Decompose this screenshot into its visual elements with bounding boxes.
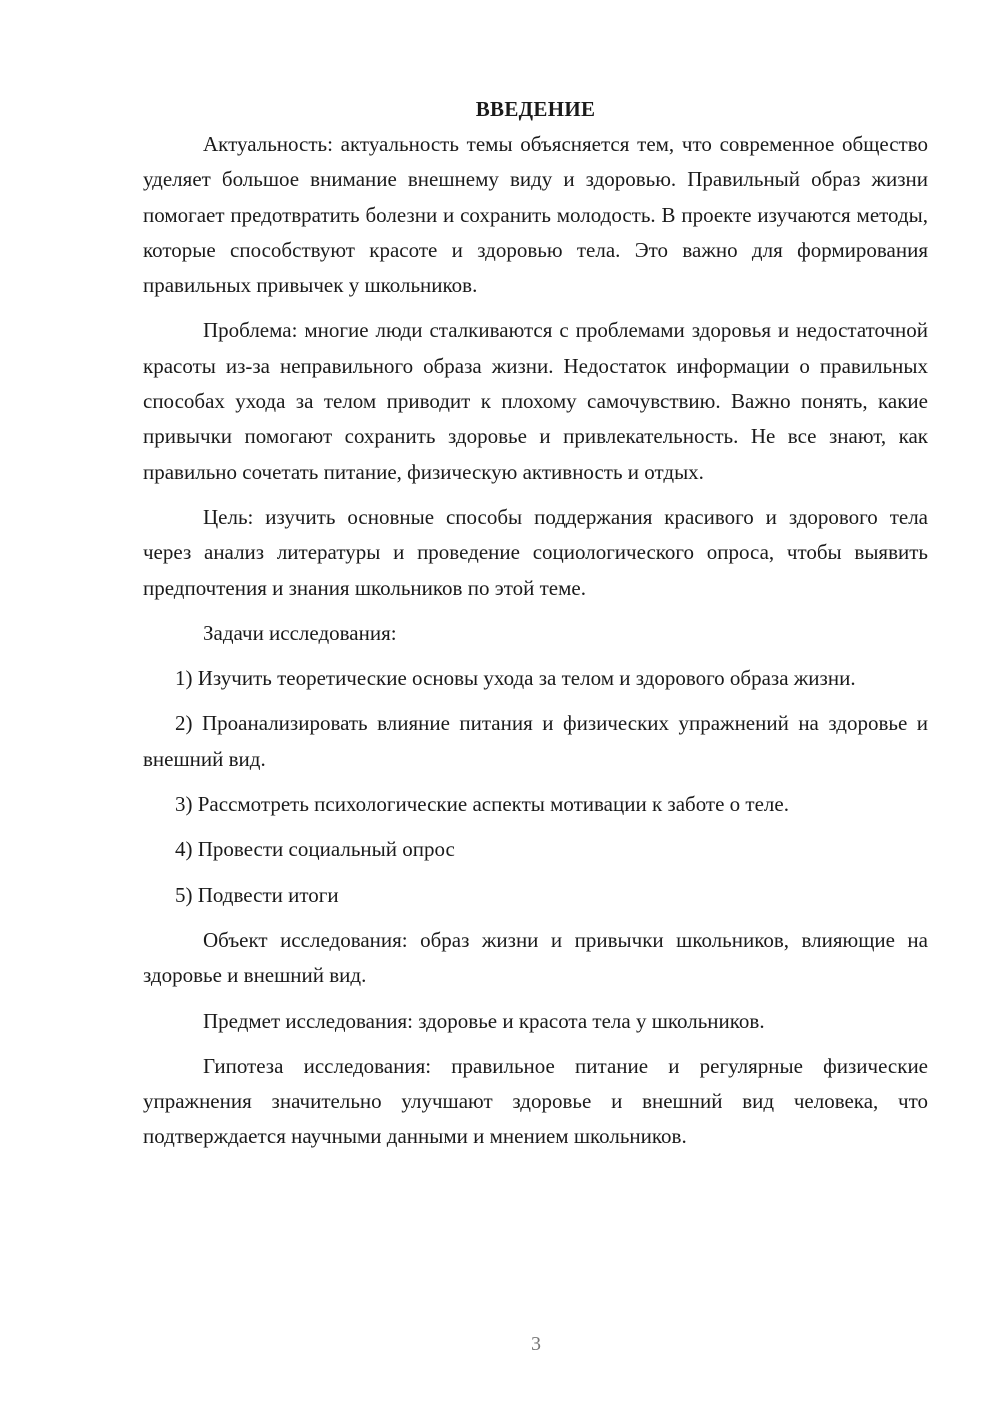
section-title: ВВЕДЕНИЕ [475, 97, 596, 121]
paragraph-goal: Цель: изучить основные способы поддержания красивого и здорового тела через анализ литературы и проведение социологического опроса, чтобы выявить предпочтения и знания школьников по этой теме. [143, 504, 928, 600]
page-number: 3 [531, 1333, 541, 1355]
paragraph-object: Объект исследования: образ жизни и привычки школьников, влияющие на здоровье и внешний вид. [143, 927, 928, 988]
task-item-1: 1) Изучить теоретические основы ухода за телом и здорового образа жизни. [175, 666, 856, 691]
paragraph-relevance: Актуальность: актуальность темы объясняется тем, что современное общество уделяет большое внимание внешнему виду и здоровью. Правильный образ жизни помогает предотвратить болезни и сохранить молодость. В проекте изучаются методы, которые способствуют красоте и здоровью тела. Это важно для формирования правильных привычек у школьников. [143, 132, 928, 298]
paragraph-hypothesis: Гипотеза исследования: правильное питание и регулярные физические упражнения значительно улучшают здоровье и внешний вид человека, что подтверждается научными данными и мнением школьников. [143, 1053, 928, 1149]
task-item-4: 4) Провести социальный опрос [175, 837, 455, 862]
task-item-5: 5) Подвести итоги [175, 882, 339, 907]
document-page [143, 92, 928, 1155]
task-item-2: 2) Проанализировать влияние питания и физических упражнений на здоровье и внешний вид. [143, 711, 928, 771]
paragraph-tasks-heading: Задачи исследования: [203, 620, 397, 645]
task-item-3: 3) Рассмотреть психологические аспекты мотивации к заботе о теле. [175, 792, 789, 817]
paragraph-subject: Предмет исследования: здоровье и красота тела у школьников. [203, 1008, 765, 1033]
paragraph-problem: Проблема: многие люди сталкиваются с проблемами здоровья и недостаточной красоты из-за неправильного образа жизни. Недостаток информации о правильных способах ухода за телом приводит к плохому самочувствию. Важно понять, какие привычки помогают сохранить здоровье и привлекательность. Не все знают, как правильно сочетать питание, физическую активность и отдых. [143, 318, 928, 484]
